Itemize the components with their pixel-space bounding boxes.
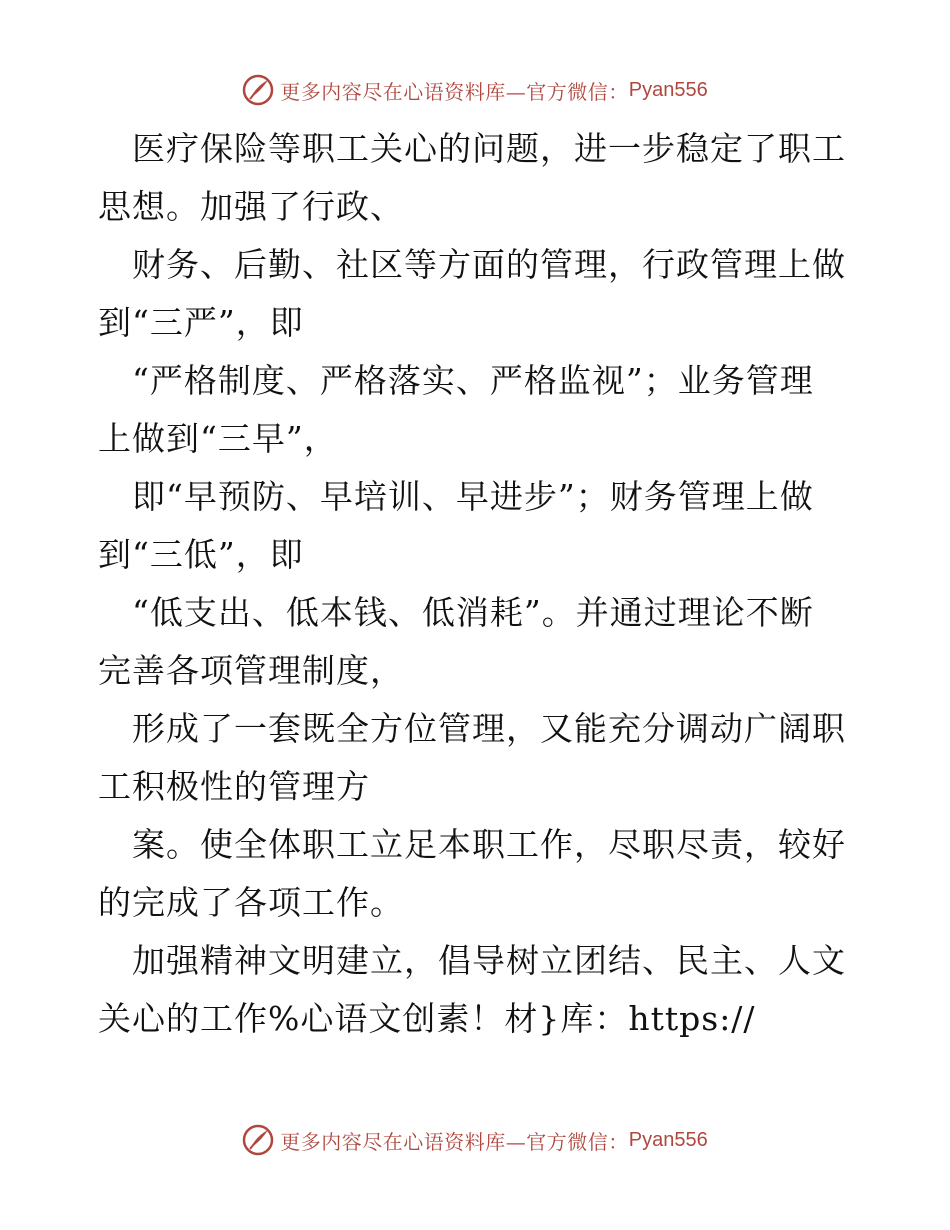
document-body <box>98 120 858 1048</box>
paragraph <box>98 352 858 468</box>
quill-logo-icon <box>242 74 274 106</box>
quill-logo-icon <box>242 1124 274 1156</box>
paragraph <box>98 236 858 352</box>
header-banner <box>0 68 950 112</box>
text-line: 案。使全体职工立足本职工作，尽职尽责，较好 <box>98 825 846 864</box>
text-line: 关心的工作%心语文创素！材}库：https:// <box>98 999 756 1038</box>
text-line: 财务、后勤、社区等方面的管理，行政管理上做 <box>98 245 846 284</box>
text-line: 工积极性的管理方 <box>98 767 370 806</box>
text-line: 思想。加强了行政、 <box>98 187 404 226</box>
text-line: 的完成了各项工作。 <box>98 883 404 922</box>
banner-wechat-id: Pyan556 <box>628 1128 708 1151</box>
banner-text: 更多内容尽在心语资料库—官方微信： <box>280 79 629 104</box>
text-line: “严格制度、严格落实、严格监视”；业务管理 <box>98 361 814 400</box>
text-line: 到“三低”，即 <box>98 535 304 574</box>
text-line: 上做到“三早”， <box>98 419 338 458</box>
text-line: 医疗保险等职工关心的问题，进一步稳定了职工 <box>98 129 846 168</box>
banner-text: 更多内容尽在心语资料库—官方微信： <box>280 1129 629 1154</box>
text-line: 到“三严”，即 <box>98 303 304 342</box>
text-line: 加强精神文明建立，倡导树立团结、民主、人文 <box>98 941 846 980</box>
banner-wechat-id: Pyan556 <box>628 78 708 101</box>
paragraph <box>98 932 858 1048</box>
text-line: 形成了一套既全方位管理，又能充分调动广阔职 <box>98 709 846 748</box>
paragraph <box>98 584 858 700</box>
paragraph <box>98 468 858 584</box>
text-line: 完善各项管理制度， <box>98 651 404 690</box>
paragraph <box>98 120 858 236</box>
text-line: “低支出、低本钱、低消耗”。并通过理论不断 <box>98 593 814 632</box>
footer-banner <box>0 1118 950 1162</box>
paragraph <box>98 816 858 932</box>
text-line: 即“早预防、早培训、早进步”；财务管理上做 <box>98 477 814 516</box>
paragraph <box>98 700 858 816</box>
